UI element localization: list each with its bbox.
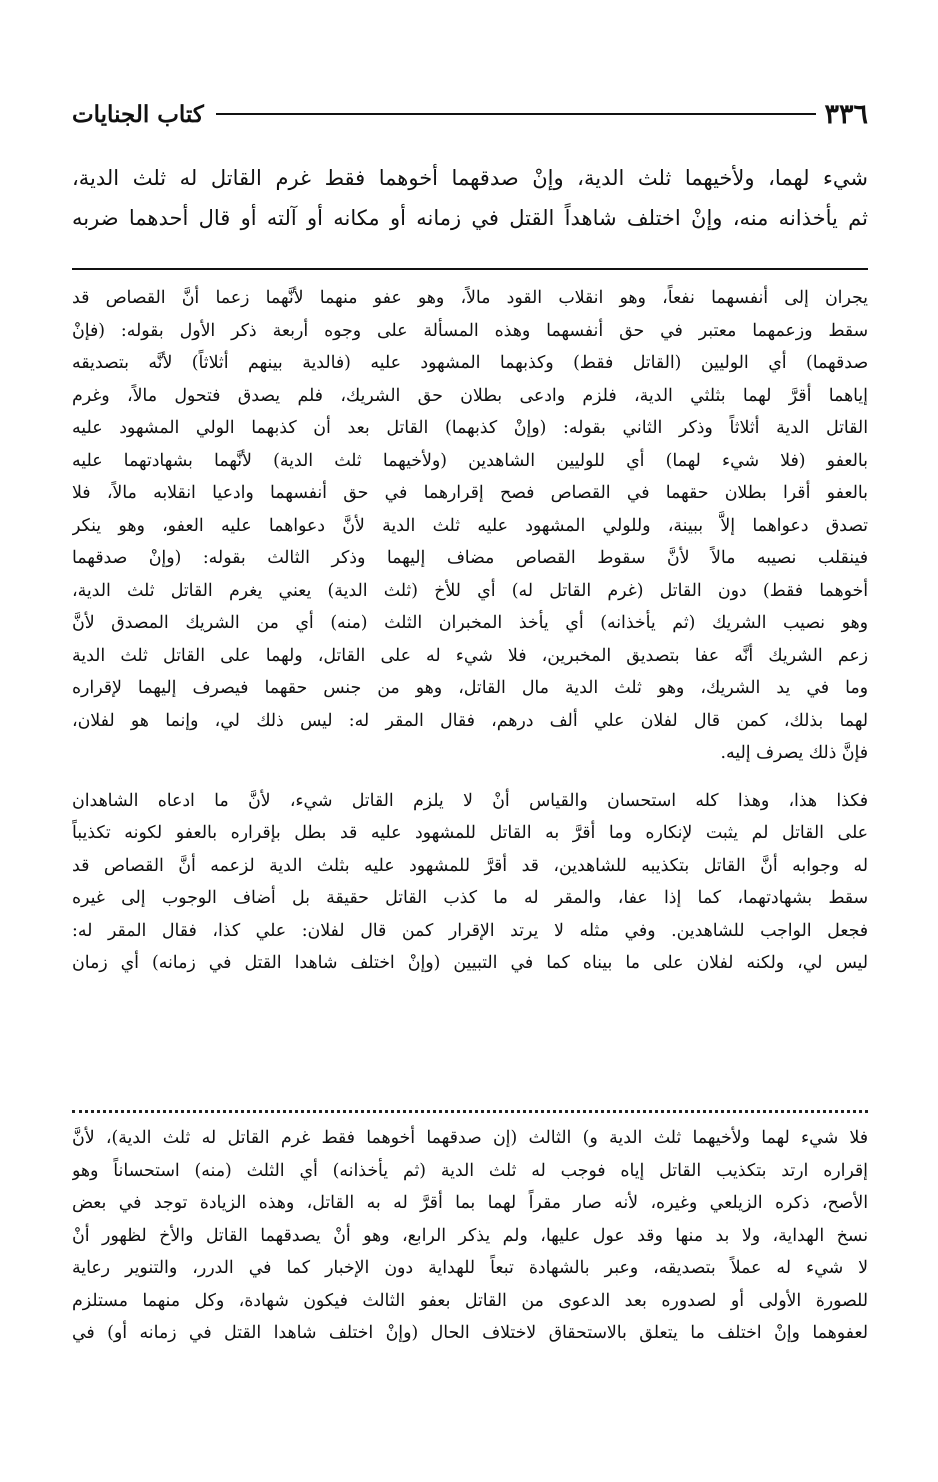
gloss-line: لا شيء له عملاً بتصديقه، وعبر بالشهادة تبعاً للهداية دون الإخبار كما في الدرر، والتنوير رعاية: [72, 1258, 868, 1278]
commentary-line: بالعفو (فلا شيء لهما) أي للوليين الشاهدين (ولأخيهما ثلث الدية) لأنَّهما بشهادتهما عليه: [72, 450, 868, 471]
gloss-line: الأصح، ذكره الزيلعي وغيره، لأنه صار مقراً لهما بما أقرَّ له به القاتل، وهذه الزيادة توجد في بعض: [72, 1193, 868, 1213]
commentary-line: سقط وزعمهما معتبر في حق أنفسهما وهذه المسألة على وجوه أربعة ذكر الأول بقوله: (فإنْ: [72, 320, 868, 341]
commentary-line: ليس لي، ولكنه لفلان على ما بيناه كما في التبيين (وإنْ اختلف شاهدا القتل في زمانه) أي زمان: [72, 953, 868, 973]
paragraph-gap: [72, 770, 868, 785]
commentary-line: وهو نصيب الشريك (ثم يأخذانه) أي يأخذ المخبران الثلث (منه) أي من الشريك المصدق لأنَّ: [72, 613, 868, 633]
gloss-separator: [72, 1110, 868, 1113]
main-text-line: ثم يأخذانه منه، وإنْ اختلف شاهداً القتل في زمانه أو مكانه أو آلته أو قال أحدهما ضربه: [72, 206, 868, 230]
commentary-line: تصدق دعواهما إلاَّ ببينة، وللولي المشهود عليه ثلث الدية لأنَّ دعواهما عليه العفو، وهو ينكر: [72, 515, 868, 536]
commentary-line: يجران إلى أنفسهما نفعاً، وهو انقلاب القود مالاً، وهو عفو منهما لأنَّهما زعما أنَّ القصاص قد: [72, 288, 868, 308]
commentary-line: فينقلب نصيبه مالاً لأنَّ سقوط القصاص مضاف إليهما وذكر الثالث بقوله: (وإنْ صدقهما: [72, 548, 868, 568]
commentary-line: على القاتل لم يثبت لإنكاره وما أقرَّ به القاتل للمشهود عليه قد بطل بإقراره بالعفو لكونه تكذيباً: [72, 823, 868, 843]
gloss-line: نسخ الهداية، ولا بد منها وقد عول عليها، ولم يذكر الرابع، وهو أنْ يصدقهما القاتل والأخ لظهور أنْ: [72, 1225, 868, 1246]
gloss-line: للصورة الأولى أو لصدوره بعد الدعوى من القاتل بعفو الثالث فيكون شهادة، وكل منهما مستلزم: [72, 1290, 868, 1311]
commentary: [72, 282, 868, 980]
commentary-line: له وجوابه أنَّ القاتل بتكذيبه للشاهدين، قد أقرَّ للمشهود عليه بثلث الدية لزعمه أنَّ القصاص قد: [72, 855, 868, 876]
commentary-line: فإنَّ ذلك يصرف إليه.: [720, 743, 868, 763]
main-text-line: شيء لهما، ولأخيهما ثلث الدية، وإنْ صدقهما أخوهما فقط غرم القاتل له ثلث الدية،: [72, 166, 868, 190]
page-header: [72, 94, 868, 134]
main-text-separator: [72, 268, 868, 270]
commentary-line: القاتل الدية أثلاثاً وذكر الثاني بقوله: (وإنْ كذبهما) القاتل بعد أن كذبهما الولي المشهود عليه: [72, 418, 868, 438]
commentary-line: أخوهما فقط) دون القاتل (غرم القاتل له) أي للأخ (ثلث الدية) يعني يغرم القاتل ثلث الدية،: [72, 580, 868, 601]
gloss-line: فلا شيء لهما ولأخيهما ثلث الدية و) الثالث (إن صدقهما أخوهما فقط غرم القاتل له ثلث الدية)، لأنَّ: [72, 1128, 868, 1148]
gloss-line: إقراره ارتد بتكذيب القاتل إياه فوجب له ثلث الدية (ثم يأخذانه) أي الثلث (منه) استحساناً وهو: [72, 1160, 868, 1181]
book-title: كتاب الجنايات: [72, 100, 204, 128]
header-rule: [216, 113, 817, 115]
commentary-line: بالعفو أقرا بطلان حقهما في القصاص فصح إقرارهما في حق أنفسهما وادعيا انقلابه مالاً، فلا: [72, 483, 868, 503]
page-number: ٣٣٦: [824, 98, 868, 130]
commentary-line: إياهما أقرَّ لهما بثلثي الدية، فلزم وادعى بطلان حق الشريك، فلم يصدق فتحول مالاً، وغرم: [72, 385, 868, 406]
commentary-line: صدقهما) أي الوليين (القاتل فقط) وكذبهما المشهود عليه (فالدية بينهم أثلاثاً) لأنَّه بتصديقه: [72, 353, 868, 373]
commentary-line: زعم الشريك أنَّه عفا بتصديق المخبرين، فلا شيء له على القاتل، ولهما على القاتل ثلث الدية: [72, 645, 868, 666]
commentary-line: وما في يد الشريك، وهو ثلث الدية مال القاتل، وهو من جنس حقهما فيصرف إليهما لإقراره: [72, 678, 868, 698]
commentary-line: فكذا هذا، وهذا كله استحسان والقياس أنْ لا يلزم القاتل شيء، لأنَّ ما ادعاه الشاهدان: [72, 790, 868, 811]
commentary-line: فجعل الواجب للشاهدين. وفي مثله لا يرتد الإقرار كمن قال لفلان: علي كذا، فقال المقر له:: [72, 920, 868, 941]
gloss-line: لعفوهما وإنْ اختلف ما يتعلق بالاستحقاق لاختلاف الحال (وإنْ اختلف شاهدا القتل في زمانه أو) في: [72, 1323, 868, 1343]
commentary-line: لهما بذلك، كمن قال لفلان علي ألف درهم، فقال المقر له: ليس ذلك لي، وإنما هو لفلان،: [72, 710, 868, 731]
commentary-line: سقط بشهادتهما، كما إذا عفا، والمقر له ما كذب القاتل حقيقة بل أضاف الوجوب إلى غيره: [72, 888, 868, 908]
main-text: [72, 158, 868, 238]
gloss-footnote: [72, 1122, 868, 1350]
